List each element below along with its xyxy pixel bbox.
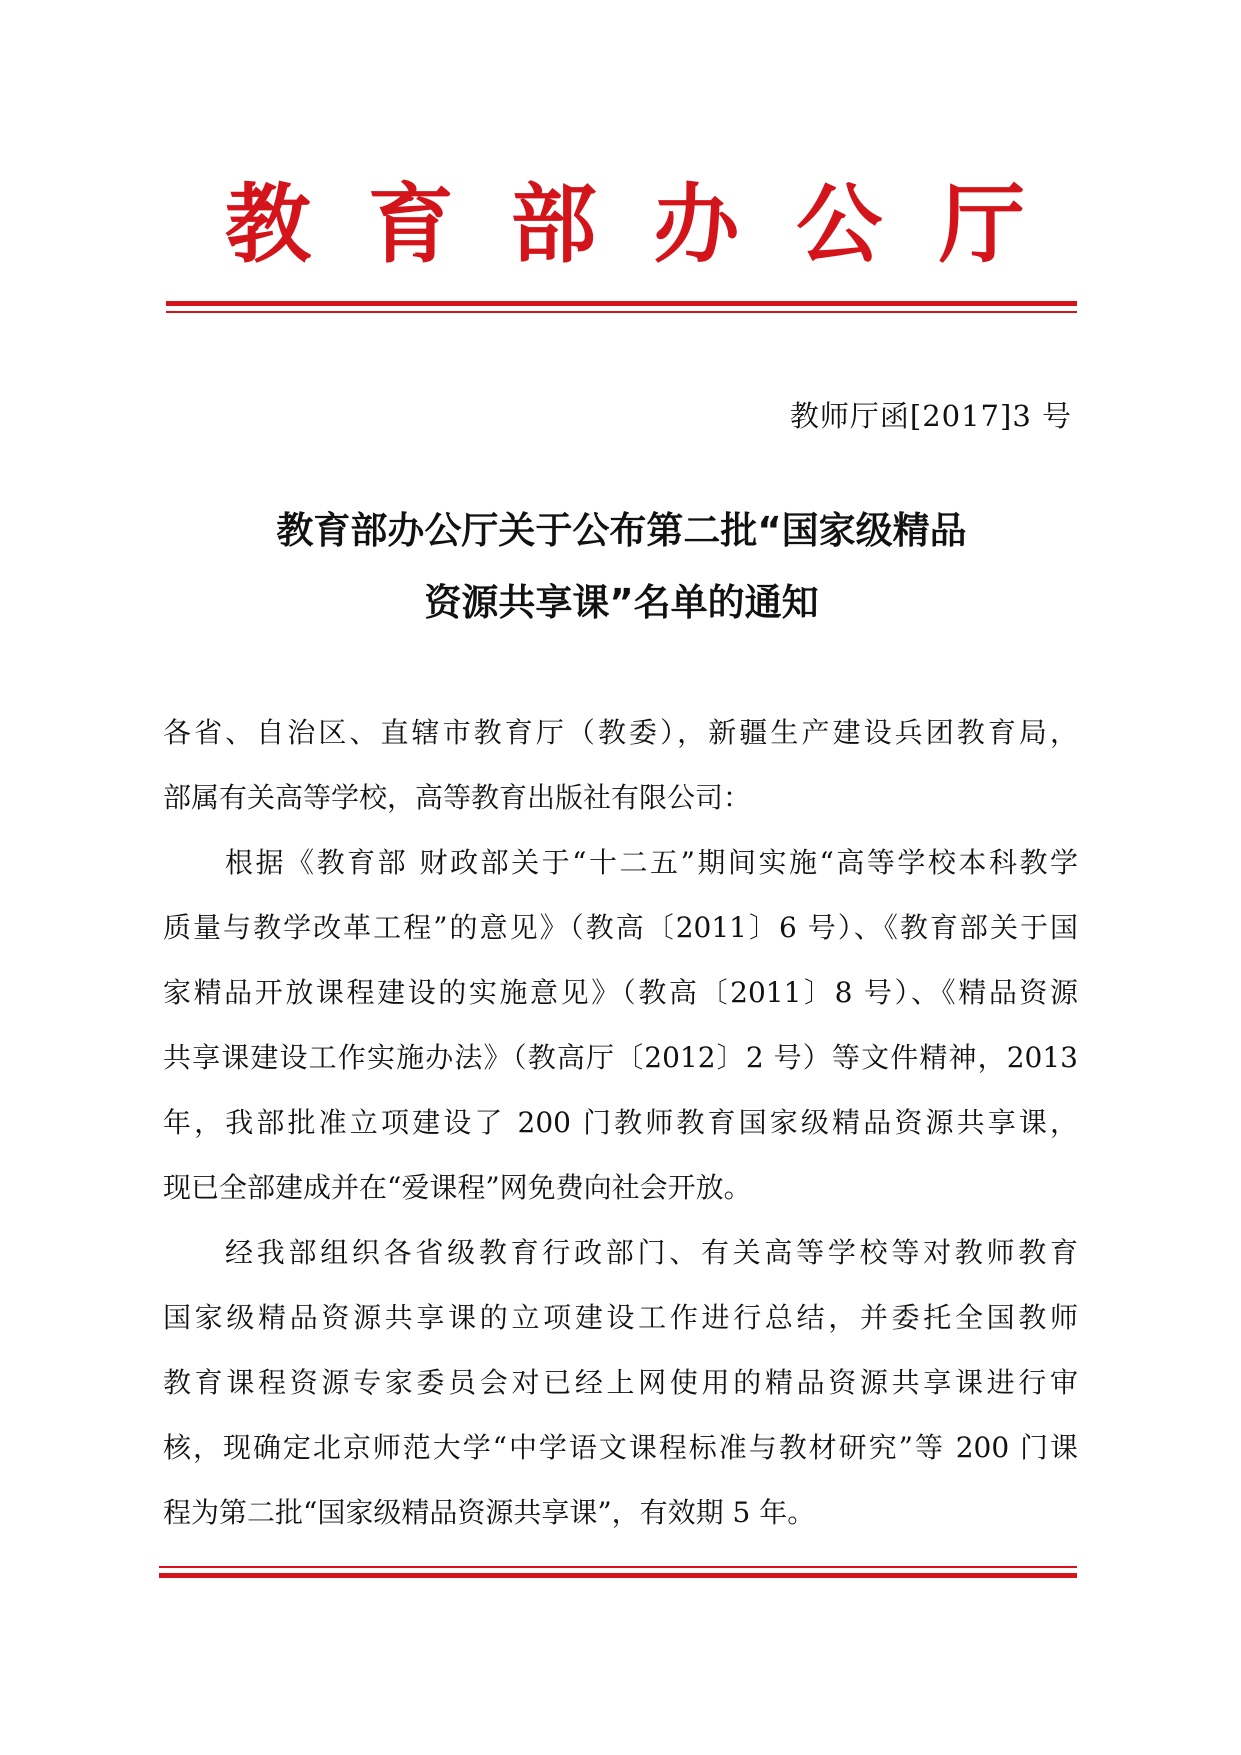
masthead-char: 育 — [367, 174, 454, 275]
document-body — [163, 700, 1078, 1545]
addressee-line: 各省、自治区、直辖市教育厅（教委），新疆生产建设兵团教育局， — [163, 716, 1078, 749]
document-number: 教师厅函[2017]3 号 — [789, 399, 1072, 433]
masthead-char: 公 — [796, 174, 883, 275]
footer-rule-thick — [159, 1573, 1077, 1578]
paragraph-1-line: 共享课建设工作实施办法》（教高厅〔2012〕2 号）等文件精神，2013 — [163, 1041, 1078, 1074]
paragraph-1-line: 家精品开放课程建设的实施意见》（教高〔2011〕8 号）、《精品资源 — [163, 976, 1078, 1009]
masthead-char: 部 — [510, 174, 597, 275]
paragraph-1-line: 质量与教学改革工程”的意见》（教高〔2011〕6 号）、《教育部关于国 — [163, 911, 1078, 944]
masthead-char: 厅 — [938, 174, 1025, 275]
paragraph-2-line: 国家级精品资源共享课的立项建设工作进行总结，并委托全国教师 — [163, 1301, 1078, 1334]
title-line-1: 教育部办公厅关于公布第二批“国家级精品 — [276, 509, 967, 552]
masthead — [225, 175, 1025, 275]
paragraph-2-line: 核，现确定北京师范大学“中学语文课程标准与教材研究”等 200 门课 — [163, 1431, 1078, 1464]
document-title — [166, 495, 1077, 639]
paragraph-2-line: 程为第二批“国家级精品资源共享课”，有效期 5 年。 — [163, 1496, 816, 1529]
paragraph-1-line: 根据《教育部 财政部关于“十二五”期间实施“高等学校本科教学 — [225, 846, 1078, 879]
masthead-rule-thin — [166, 311, 1077, 313]
paragraph-1-line: 年，我部批准立项建设了 200 门教师教育国家级精品资源共享课， — [163, 1106, 1078, 1139]
addressee-line: 部属有关高等学校，高等教育出版社有限公司： — [163, 781, 752, 814]
masthead-char: 教 — [225, 174, 311, 275]
footer-rule-thin — [159, 1566, 1077, 1568]
paragraph-2-line: 经我部组织各省级教育行政部门、有关高等学校等对教师教育 — [225, 1236, 1078, 1269]
paragraph-2-line: 教育课程资源专家委员会对已经上网使用的精品资源共享课进行审 — [163, 1366, 1078, 1399]
masthead-char: 办 — [653, 174, 740, 275]
masthead-rule-thick — [166, 301, 1077, 306]
paragraph-1-line: 现已全部建成并在“爱课程”网免费向社会开放。 — [163, 1171, 752, 1204]
title-line-2: 资源共享课”名单的通知 — [424, 581, 819, 624]
